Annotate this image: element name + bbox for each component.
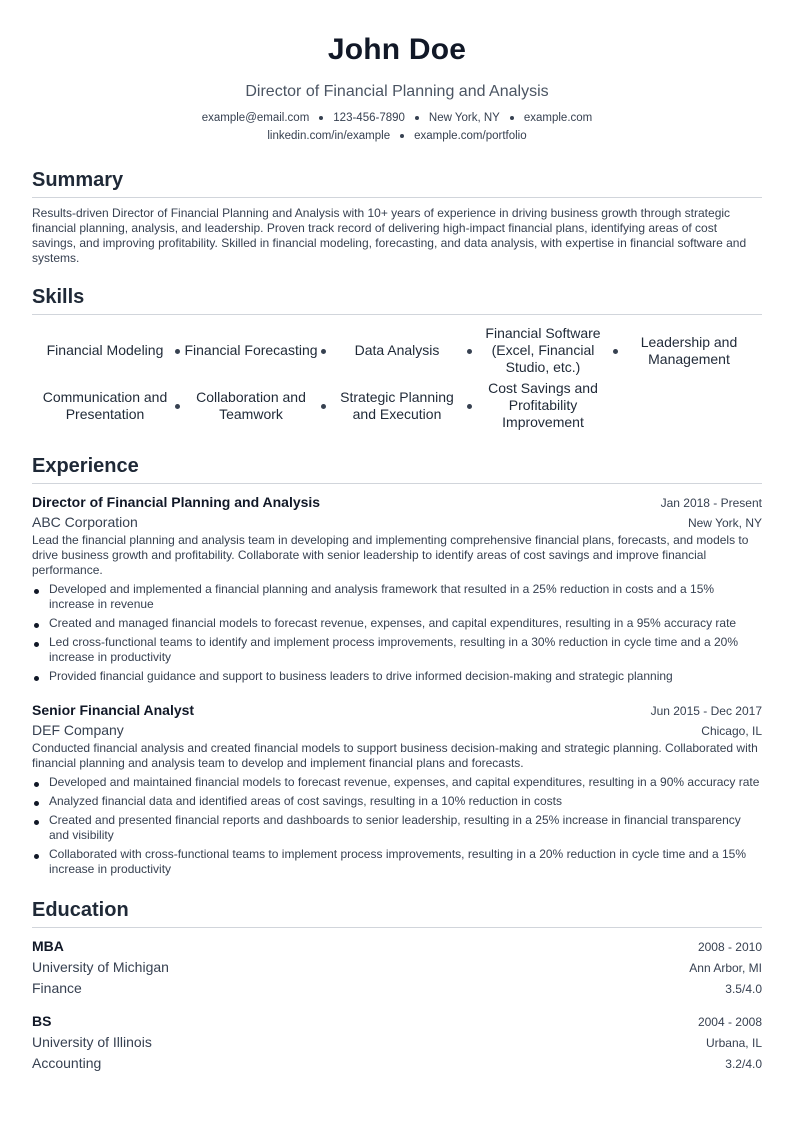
school-location: Urbana, IL [705,1036,762,1050]
skill-item [470,378,616,433]
skill-label: Leadership and Management [640,333,738,367]
achievement-item: Created and presented financial reports and dashboards to senior leadership, resulting in a 25% increase in financial transparency and visibility [32,813,762,843]
job-description: Conducted financial analysis and created financial models to support business decision-making and strategic planning. Collaborated with financial planning and analysis team to develop and implement financial plans and forecasts. [32,741,758,770]
summary-heading: Summary [32,167,762,198]
separator-dot-icon [415,116,419,120]
degree-name: BS [32,1013,52,1029]
separator-dot-icon [510,116,514,120]
experience-entry [32,700,762,877]
skill-item [324,378,470,433]
summary-section [32,167,762,266]
experience-role-row [32,700,762,720]
job-location: New York, NY [687,516,762,530]
skill-label: Financial Software (Excel, Financial Studio, etc.) [485,325,601,375]
experience-role-row [32,492,762,512]
resume-header [32,0,762,145]
skill-item [32,378,178,433]
field-of-study: Finance [32,980,82,996]
achievement-item: Provided financial guidance and support to business leaders to drive informed decision-making and strategic planning [32,669,762,684]
skill-label: Collaboration and Teamwork [196,388,306,422]
education-degree-row [32,1011,762,1032]
achievement-item: Developed and maintained financial models to forecast revenue, expenses, and capital expenditures, resulting in a 90% accuracy rate [32,775,762,790]
education-dates: 2008 - 2010 [697,940,762,954]
school-name: University of Michigan [32,959,169,975]
skill-label: Strategic Planning and Execution [340,388,454,422]
field-of-study: Accounting [32,1055,102,1071]
skill-item [32,323,178,378]
experience-entry [32,492,762,684]
job-description: Lead the financial planning and analysis team in developing and implementing comprehensive financial plans, forecasts, and models to drive business growth and profitability. Collaborate with senior leadership to identify areas of cost savings and improve financial performance. [32,533,749,577]
skill-item [470,323,616,378]
education-field-row [32,978,762,999]
education-field-row [32,1053,762,1074]
phone-text: 123-456-7890 [333,112,405,124]
achievement-item: Developed and implemented a financial planning and analysis framework that resulted in a 25% reduction in costs and a 15% increase in revenue [32,582,762,612]
achievement-list [32,775,762,877]
experience-company-row [32,512,762,533]
gpa-value: 3.2/4.0 [725,1057,762,1071]
school-name: University of Illinois [32,1034,152,1050]
job-title: Senior Financial Analyst [32,702,195,718]
skill-item [616,323,762,378]
skill-label: Data Analysis [354,342,440,358]
contact-row-primary [32,109,762,127]
company-name: ABC Corporation [32,514,138,530]
skill-label: Financial Forecasting [184,342,318,358]
education-school-row [32,1032,762,1053]
experience-heading: Experience [32,453,762,484]
skill-label: Cost Savings and Profitability Improvement [488,380,598,430]
skills-grid [32,323,762,433]
skill-label: Communication and Presentation [42,388,168,422]
skills-heading: Skills [32,284,762,315]
job-location: Chicago, IL [701,724,762,738]
skill-item [178,378,324,433]
company-name: DEF Company [32,722,124,738]
job-title: Director of Financial Planning and Analysis [32,494,321,510]
website-link[interactable]: example.com [523,112,593,124]
achievement-list [32,582,762,684]
skills-section [32,284,762,433]
candidate-name: John Doe [327,33,467,66]
experience-section [32,453,762,877]
education-entry [32,1011,762,1074]
location-text: New York, NY [428,112,500,124]
achievement-item: Collaborated with cross-functional teams to implement process improvements, resulting in a 20% reduction in cycle time and a 15% increase in productivity [32,847,762,877]
degree-name: MBA [32,938,64,954]
education-section [32,897,762,1074]
education-dates: 2004 - 2008 [697,1015,762,1029]
separator-dot-icon [319,116,323,120]
achievement-item: Created and managed financial models to forecast revenue, expenses, and capital expenditures, resulting in a 95% accuracy rate [32,616,762,631]
education-heading: Education [32,897,762,928]
job-dates: Jan 2018 - Present [660,496,762,510]
linkedin-link[interactable]: linkedin.com/in/example [267,130,391,142]
experience-company-row [32,720,762,741]
education-degree-row [32,936,762,957]
skill-item [324,323,470,378]
portfolio-link[interactable]: example.com/portfolio [414,130,527,142]
skill-item [178,323,324,378]
candidate-headline: Director of Financial Planning and Analysis [245,83,549,100]
job-dates: Jun 2015 - Dec 2017 [650,704,762,718]
email-link[interactable]: example@email.com [201,112,310,124]
achievement-item: Led cross-functional teams to identify and implement process improvements, resulting in a 30% reduction in cycle time and a 20% increase in productivity [32,635,762,665]
education-school-row [32,957,762,978]
separator-dot-icon [400,134,404,138]
gpa-value: 3.5/4.0 [725,982,762,996]
skill-label: Financial Modeling [46,342,164,358]
summary-text: Results-driven Director of Financial Planning and Analysis with 10+ years of experience in driving business growth through strategic financial planning, analysis, and leadership. Proven track record of delivering high-impact financial plans, identifying areas of cost savings, and improving profitability. Skilled in financial modeling, forecasting, and data analysis, with expertise in financial software and systems. [32,206,747,265]
achievement-item: Analyzed financial data and identified areas of cost savings, resulting in a 10% reduction in costs [32,794,762,809]
contact-row-secondary [32,127,762,145]
school-location: Ann Arbor, MI [689,961,762,975]
education-entry [32,936,762,999]
